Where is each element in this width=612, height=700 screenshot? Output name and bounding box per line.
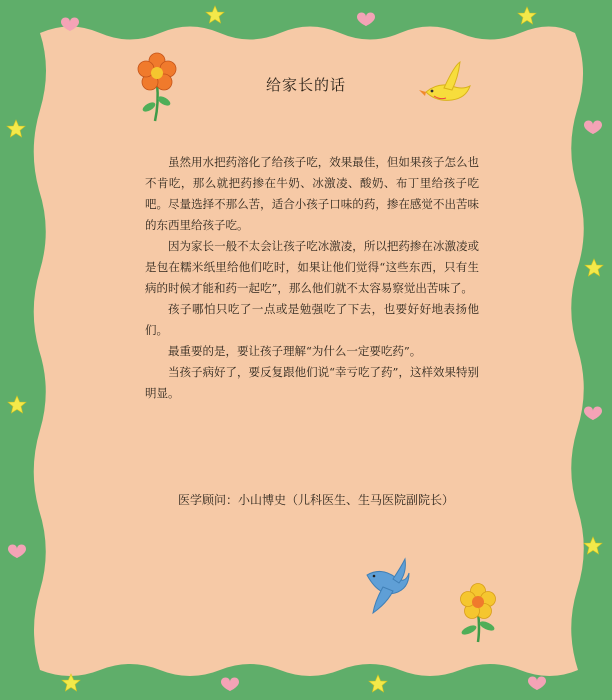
star-icon [7, 120, 25, 137]
paragraph: 因为家长一般不太会让孩子吃冰激凌，所以把药掺在冰激凌或是包在糯米纸里给他们吃时，如果让他们觉得“这些东西，只有生病的时候才能和药一起吃”，那么他们就不太容易察觉出苦味了。 [145, 239, 479, 295]
heart-icon [357, 13, 375, 27]
heart-icon [528, 677, 546, 691]
star-icon [62, 674, 80, 691]
paragraph: 最重要的是，要让孩子理解“为什么一定要吃药”。 [168, 344, 422, 358]
paragraph: 孩子哪怕只吃了一点或是勉强吃了下去，也要好好地表扬他们。 [145, 302, 479, 337]
heart-icon [584, 407, 602, 421]
paragraph: 当孩子病好了，要反复跟他们说“幸亏吃了药”，这样效果特别明显。 [145, 365, 479, 400]
star-icon [584, 537, 602, 554]
star-icon [585, 259, 603, 276]
page-title: 给家长的话 [265, 76, 346, 94]
star-icon [518, 7, 536, 24]
paragraph: 虽然用水把药溶化了给孩子吃，效果最佳，但如果孩子怎么也不肯吃，那么就把药掺在牛奶、冰激凌、酸奶、布丁里给孩子吃吧。尽量选择不那么苦，适合小孩子口味的药，掺在感觉不出苦味的东西里给孩子吃。 [145, 155, 479, 232]
star-icon [369, 675, 387, 692]
body-text [145, 152, 479, 404]
signature: 医学顾问：小山博史（儿科医生、生马医院副院长） [177, 493, 454, 507]
star-icon [206, 6, 224, 23]
heart-icon [8, 545, 26, 559]
heart-icon [584, 121, 602, 135]
heart-icon [221, 678, 239, 692]
star-icon [8, 396, 26, 413]
